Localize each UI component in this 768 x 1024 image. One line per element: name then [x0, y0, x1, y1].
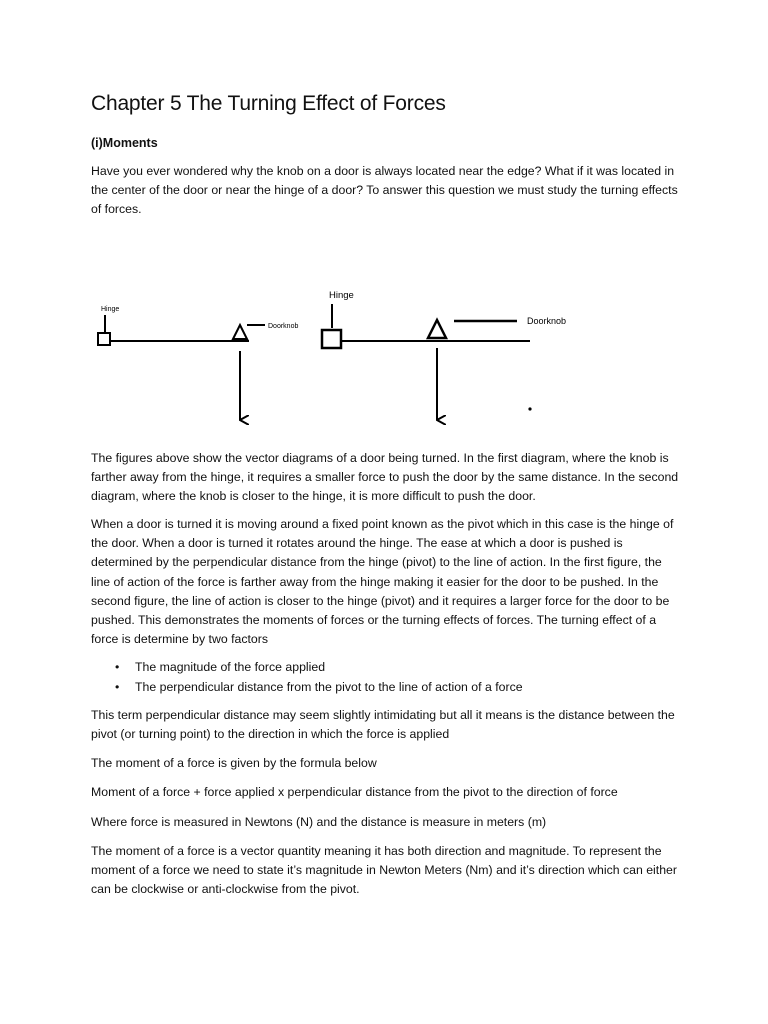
hinge-label: Hinge	[329, 290, 354, 301]
formula-paragraph: Moment of a force + force applied x perpendicular distance from the pivot to the direction of force	[91, 785, 618, 799]
door-force-diagrams	[91, 0, 567, 440]
formula-intro-paragraph: The moment of a force is given by the formula below	[91, 756, 377, 770]
doorknob-label: Doorknob	[527, 316, 567, 326]
factors-list	[91, 657, 523, 697]
hinge-square	[98, 333, 110, 345]
units-paragraph: Where force is measured in Newtons (N) and the distance is measure in meters (m)	[91, 815, 547, 829]
bullet-icon: •	[115, 680, 120, 694]
chapter-title: Chapter 5 The Turning Effect of Forces	[91, 92, 446, 115]
term-paragraph: This term perpendicular distance may seem slightly intimidating but all it means is the distance between the pivot (or turning point) to the direction in which the force is applied	[91, 708, 675, 742]
pivot-paragraph: When a door is turned it is moving around a fixed point known as the pivot which in this case is the hinge of the door. When a door is turned it rotates around the hinge. The ease at which a door is pushed is determined by the perpendicular distance from the hinge (pivot) to the line of action. In the first figure, the line of action of the force is farther away from the hinge making it easier for the door to be pushed. In the second figure, the line of action is closer to the hinge (pivot) and it requires a larger force for the door to be pushed. This demonstrates the moments of forces or the turning effects of forces. The turning effect of a force is determine by two factors	[91, 517, 674, 647]
list-item-text: The magnitude of the force applied	[135, 660, 326, 674]
intro-paragraph: Have you ever wondered why the knob on a door is always located near the edge? What if it was located in the center of the door or near the hinge of a door? To answer this question we must study the turning effects of forces.	[91, 164, 678, 217]
vector-paragraph: The moment of a force is a vector quantity meaning it has both direction and magnitude. To represent the moment of a force we need to state it’s magnitude in Newton Meters (Nm) and it’s direction which can either can be clockwise or anti-clockwise from the pivot.	[91, 844, 677, 897]
diagram-knob-far	[98, 306, 298, 420]
section-heading: (i)Moments	[91, 136, 158, 150]
diagram-knob-near	[322, 290, 566, 420]
figures-paragraph: The figures above show the vector diagrams of a door being turned. In the first diagram, where the knob is farther away from the hinge, it requires a smaller force to push the door by the same distance. In the second diagram, where the knob is closer to the hinge, it is more difficult to push the door.	[91, 451, 679, 504]
knob-triangle	[428, 320, 446, 338]
hinge-square	[322, 330, 341, 348]
list-item-text: The perpendicular distance from the pivot to the line of action of a force	[135, 680, 523, 694]
list-item	[91, 657, 523, 677]
doorknob-label: Doorknob	[268, 323, 299, 330]
list-item	[91, 677, 523, 697]
stray-dot	[528, 407, 531, 410]
bullet-icon: •	[115, 660, 120, 674]
hinge-label: Hinge	[101, 306, 120, 313]
knob-triangle	[233, 325, 247, 339]
